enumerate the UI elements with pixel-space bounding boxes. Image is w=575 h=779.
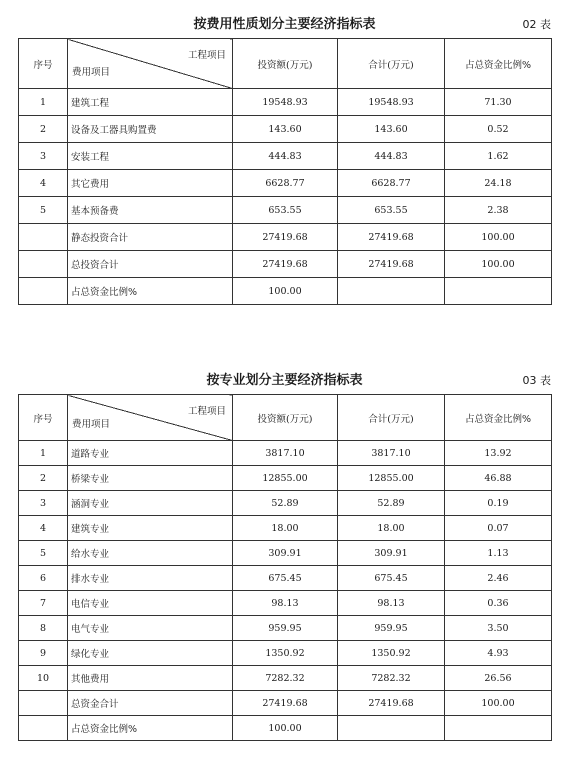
row-investment: 444.83	[233, 143, 338, 170]
header-diagonal-cell	[68, 395, 233, 441]
row-investment: 98.13	[233, 591, 338, 616]
row-ratio: 100.00	[445, 691, 552, 716]
header-ratio: 占总资金比例%	[445, 395, 552, 441]
table-row	[19, 716, 552, 741]
table-03-body	[19, 441, 552, 741]
table-02-number: 02 表	[522, 18, 551, 31]
row-investment: 27419.68	[233, 691, 338, 716]
row-investment: 1350.92	[233, 641, 338, 666]
table-row	[19, 197, 552, 224]
row-seq	[19, 691, 68, 716]
row-seq	[19, 251, 68, 278]
row-total: 52.89	[338, 491, 445, 516]
header-diag-top: 工程项目	[187, 50, 226, 61]
row-investment: 19548.93	[233, 89, 338, 116]
row-name: 基本预备费	[68, 197, 233, 224]
header-ratio: 占总资金比例%	[445, 39, 552, 89]
row-investment: 27419.68	[233, 251, 338, 278]
row-name: 桥梁专业	[68, 466, 233, 491]
row-seq: 5	[19, 541, 68, 566]
row-investment: 100.00	[233, 716, 338, 741]
row-ratio: 1.13	[445, 541, 552, 566]
table-row	[19, 516, 552, 541]
row-ratio: 2.46	[445, 566, 552, 591]
header-diag-top: 工程项目	[187, 406, 226, 417]
row-total: 1350.92	[338, 641, 445, 666]
row-name: 给水专业	[68, 541, 233, 566]
row-investment: 653.55	[233, 197, 338, 224]
row-name: 占总资金比例%	[68, 716, 233, 741]
table-03-title-row	[18, 372, 551, 394]
header-seq: 序号	[19, 395, 68, 441]
header-diagonal-cell	[68, 39, 233, 89]
row-total: 444.83	[338, 143, 445, 170]
row-ratio: 71.30	[445, 89, 552, 116]
row-total	[338, 278, 445, 305]
row-ratio: 100.00	[445, 224, 552, 251]
row-seq: 10	[19, 666, 68, 691]
row-total: 19548.93	[338, 89, 445, 116]
table-02	[18, 38, 552, 305]
row-investment: 52.89	[233, 491, 338, 516]
row-ratio: 3.50	[445, 616, 552, 641]
row-investment: 143.60	[233, 116, 338, 143]
row-name: 设备及工器具购置费	[68, 116, 233, 143]
row-total: 3817.10	[338, 441, 445, 466]
table-row	[19, 251, 552, 278]
row-total: 309.91	[338, 541, 445, 566]
row-ratio: 24.18	[445, 170, 552, 197]
row-name: 道路专业	[68, 441, 233, 466]
row-total: 959.95	[338, 616, 445, 641]
row-seq: 1	[19, 89, 68, 116]
header-investment: 投资额(万元)	[233, 395, 338, 441]
row-ratio: 0.07	[445, 516, 552, 541]
header-total: 合计(万元)	[338, 395, 445, 441]
row-seq: 5	[19, 197, 68, 224]
header-investment: 投资额(万元)	[233, 39, 338, 89]
row-seq	[19, 224, 68, 251]
table-03-number: 03 表	[522, 374, 551, 387]
row-seq: 2	[19, 116, 68, 143]
row-seq	[19, 278, 68, 305]
table-row	[19, 616, 552, 641]
row-ratio: 26.56	[445, 666, 552, 691]
row-seq: 9	[19, 641, 68, 666]
row-investment: 100.00	[233, 278, 338, 305]
row-ratio: 0.52	[445, 116, 552, 143]
row-investment: 309.91	[233, 541, 338, 566]
row-total: 7282.32	[338, 666, 445, 691]
row-ratio: 0.19	[445, 491, 552, 516]
row-ratio: 4.93	[445, 641, 552, 666]
table-row	[19, 466, 552, 491]
row-name: 其它费用	[68, 170, 233, 197]
table-row	[19, 143, 552, 170]
row-name: 涵洞专业	[68, 491, 233, 516]
row-seq: 4	[19, 516, 68, 541]
table-row	[19, 441, 552, 466]
row-seq	[19, 716, 68, 741]
row-total	[338, 716, 445, 741]
row-ratio	[445, 716, 552, 741]
row-investment: 675.45	[233, 566, 338, 591]
table-03-header-row	[19, 395, 552, 441]
row-name: 安装工程	[68, 143, 233, 170]
row-name: 绿化专业	[68, 641, 233, 666]
row-total: 653.55	[338, 197, 445, 224]
table-row	[19, 541, 552, 566]
row-investment: 3817.10	[233, 441, 338, 466]
table-02-title-row	[18, 16, 551, 38]
row-investment: 12855.00	[233, 466, 338, 491]
row-name: 电气专业	[68, 616, 233, 641]
row-investment: 6628.77	[233, 170, 338, 197]
row-investment: 959.95	[233, 616, 338, 641]
header-diag-bottom: 费用项目	[72, 419, 111, 430]
row-total: 143.60	[338, 116, 445, 143]
row-total: 18.00	[338, 516, 445, 541]
row-name: 建筑工程	[68, 89, 233, 116]
table-02-header-row	[19, 39, 552, 89]
row-total: 98.13	[338, 591, 445, 616]
row-name: 静态投资合计	[68, 224, 233, 251]
table-row	[19, 278, 552, 305]
row-total: 6628.77	[338, 170, 445, 197]
table-row	[19, 641, 552, 666]
table-row	[19, 691, 552, 716]
row-investment: 7282.32	[233, 666, 338, 691]
row-name: 总投资合计	[68, 251, 233, 278]
row-seq: 1	[19, 441, 68, 466]
row-seq: 2	[19, 466, 68, 491]
row-name: 建筑专业	[68, 516, 233, 541]
table-03-section	[18, 372, 551, 741]
table-02-title: 按费用性质划分主要经济指标表	[193, 17, 376, 32]
row-ratio: 46.88	[445, 466, 552, 491]
table-row	[19, 491, 552, 516]
row-total: 12855.00	[338, 466, 445, 491]
row-ratio: 100.00	[445, 251, 552, 278]
row-ratio: 13.92	[445, 441, 552, 466]
table-02-section	[18, 16, 551, 305]
row-investment: 18.00	[233, 516, 338, 541]
table-03	[18, 394, 552, 741]
row-seq: 3	[19, 491, 68, 516]
row-ratio: 2.38	[445, 197, 552, 224]
row-name: 总资金合计	[68, 691, 233, 716]
table-row	[19, 591, 552, 616]
row-total: 27419.68	[338, 251, 445, 278]
row-name: 其他费用	[68, 666, 233, 691]
row-ratio	[445, 278, 552, 305]
header-total: 合计(万元)	[338, 39, 445, 89]
table-row	[19, 170, 552, 197]
row-ratio: 1.62	[445, 143, 552, 170]
table-02-body	[19, 89, 552, 305]
row-total: 27419.68	[338, 691, 445, 716]
header-diag-bottom: 费用项目	[72, 67, 111, 78]
row-seq: 8	[19, 616, 68, 641]
table-row	[19, 566, 552, 591]
table-03-title: 按专业划分主要经济指标表	[206, 373, 363, 388]
table-row	[19, 224, 552, 251]
row-name: 占总资金比例%	[68, 278, 233, 305]
table-row	[19, 116, 552, 143]
row-seq: 7	[19, 591, 68, 616]
row-seq: 3	[19, 143, 68, 170]
row-investment: 27419.68	[233, 224, 338, 251]
table-row	[19, 89, 552, 116]
row-name: 排水专业	[68, 566, 233, 591]
row-total: 27419.68	[338, 224, 445, 251]
row-name: 电信专业	[68, 591, 233, 616]
table-row	[19, 666, 552, 691]
row-seq: 6	[19, 566, 68, 591]
row-seq: 4	[19, 170, 68, 197]
header-seq: 序号	[19, 39, 68, 89]
row-total: 675.45	[338, 566, 445, 591]
row-ratio: 0.36	[445, 591, 552, 616]
